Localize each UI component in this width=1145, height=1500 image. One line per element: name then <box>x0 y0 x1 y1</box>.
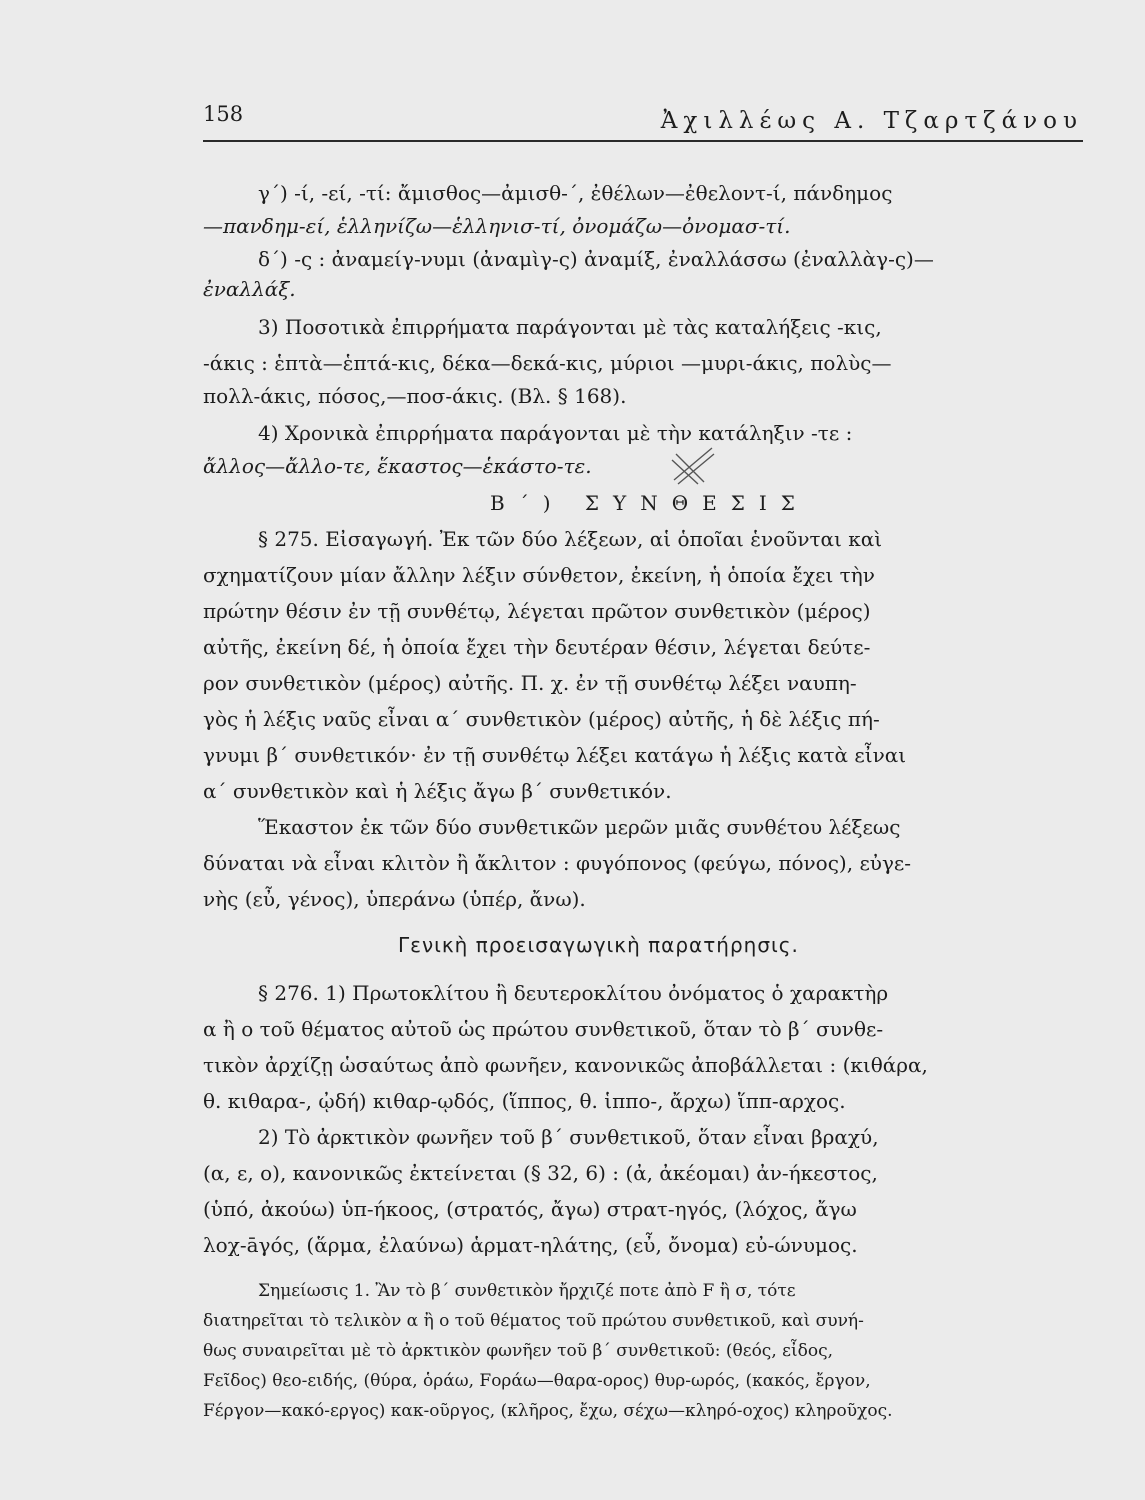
text-line: σχηματίζουν μίαν ἄλλην λέξιν σύνθετον, ἐκείνη, ἡ ὁποία ἔχει τὴν <box>203 563 875 587</box>
text-line: γ΄) -ί, -εί, -τί: ἄμισθος—ἀμισθ-΄, ἐθέλων—ἐθελοντ-ί, πάνδημος <box>258 181 893 205</box>
note-line: θως συναιρεῖται μὲ τὸ ἀρκτικὸν φωνῆεν τοῦ β΄ συνθετικοῦ: (θεός, εἶδος, <box>203 1341 834 1361</box>
text-line: δύναται νὰ εἶναι κλιτὸν ἢ ἄκλιτον : φυγόπονος (φεύγω, πόνος), εὐγε- <box>203 851 912 875</box>
note-line: Fέργον—κακό-εργος) κακ-οῦργος, (κλῆρος, ἔχω, σέχω—κληρό-οχος) κληροῦχος. <box>203 1401 893 1421</box>
text-line: 2) Τὸ ἀρκτικὸν φωνῆεν τοῦ β΄ συνθετικοῦ, ὅταν εἶναι βραχύ, <box>258 1125 879 1149</box>
page-number: 158 <box>203 102 244 126</box>
header-rule <box>203 140 1083 142</box>
text-line: (α, ε, ο), κανονικῶς ἐκτείνεται (§ 32, 6) : (ἀ, ἀκέομαι) ἀν-ήκεστος, <box>203 1161 878 1185</box>
note-line: Σημείωσις 1. Ἂν τὸ β΄ συνθετικὸν ἤρχιζέ ποτε ἀπὸ F ἢ σ, τότε <box>258 1281 796 1301</box>
text-line: δ΄) -ς : ἀναμείγ-νυμι (ἀναμὶγ-ς) ἀναμίξ, ἐναλλάσσω (ἐναλλὰγ-ς)— <box>258 247 934 271</box>
note-line: Fεῖδος) θεο-ειδής, (θύρα, ὁράω, Fοράω—θαρα-ορος) θυρ-ωρός, (κακός, ἔργον, <box>203 1371 871 1391</box>
text-line: αὐτῆς, ἐκείνη δέ, ἡ ὁποία ἔχει τὴν δευτέραν θέσιν, λέγεται δεύτε- <box>203 635 871 659</box>
section-heading: Β΄) ΣΥΝΘΕΣΙΣ <box>490 491 809 515</box>
text-line: γὸς ἡ λέξις ναῦς εἶναι α΄ συνθετικὸν (μέρος) αὐτῆς, ἡ δὲ λέξις πή- <box>203 707 880 731</box>
text-line: α ἢ ο τοῦ θέματος αὐτοῦ ὡς πρώτου συνθετικοῦ, ὅταν τὸ β΄ συνθε- <box>203 1017 884 1041</box>
text-line: ἐναλλάξ. <box>203 277 296 301</box>
text-line: 4) Χρονικὰ ἐπιρρήματα παράγονται μὲ τὴν κατάληξιν -τε : <box>258 421 853 445</box>
text-line: λοχ-āγός, (ἅρμα, ἐλαύνω) ἁρματ-ηλάτης, (εὖ, ὄνομα) εὐ-ώνυμος. <box>203 1233 858 1257</box>
text-line: πολλ-άκις, πόσος,—ποσ-άκις. (Βλ. § 168). <box>203 384 627 408</box>
subheading: Γενικὴ προεισαγωγικὴ παρατήρησις. <box>398 933 799 957</box>
text-line: —πανδημ-εί, ἑλληνίζω—ἑλληνισ-τί, ὀνομάζω—ὀνομασ-τί. <box>203 214 791 238</box>
text-line: (ὑπό, ἀκούω) ὑπ-ήκοος, (στρατός, ἄγω) στρατ-ηγός, (λόχος, ἄγω <box>203 1197 857 1221</box>
text-line: ἄλλος—ἄλλο-τε, ἕκαστος—ἑκάστο-τε. <box>203 454 592 478</box>
pencil-mark-icon <box>668 440 718 490</box>
text-line: 3) Ποσοτικὰ ἐπιρρήματα παράγονται μὲ τὰς καταλήξεις -κις, <box>258 315 882 339</box>
text-line: θ. κιθαρα-, ᾠδή) κιθαρ-ῳδός, (ἵππος, θ. ἱππο-, ἄρχω) ἵππ-αρχος. <box>203 1089 846 1113</box>
text-line: τικὸν ἀρχίζῃ ὡσαύτως ἀπὸ φωνῆεν, κανονικῶς ἀποβάλλεται : (κιθάρα, <box>203 1053 928 1077</box>
text-line: § 276. 1) Πρωτοκλίτου ἢ δευτεροκλίτου ὀνόματος ὁ χαρακτὴρ <box>258 981 889 1005</box>
text-line: -άκις : ἑπτὰ—ἑπτά-κις, δέκα—δεκά-κις, μύριοι —μυρι-άκις, πολὺς— <box>203 351 892 375</box>
text-line: ρον συνθετικὸν (μέρος) αὐτῆς. Π. χ. ἐν τῇ συνθέτῳ λέξει ναυπη- <box>203 671 857 695</box>
text-line: γνυμι β΄ συνθετικόν· ἐν τῇ συνθέτῳ λέξει κατάγω ἡ λέξις κατὰ εἶναι <box>203 743 907 767</box>
text-line: νὴς (εὖ, γένος), ὑπεράνω (ὑπέρ, ἄνω). <box>203 887 586 911</box>
text-line: πρώτην θέσιν ἐν τῇ συνθέτῳ, λέγεται πρῶτον συνθετικὸν (μέρος) <box>203 599 871 623</box>
running-head: Ἀχιλλέως Α. Τζαρτζάνου <box>660 108 1083 134</box>
text-line: Ἕκαστον ἐκ τῶν δύο συνθετικῶν μερῶν μιᾶς συνθέτου λέξεως <box>258 815 901 839</box>
text-line: α΄ συνθετικὸν καὶ ἡ λέξις ἄγω β΄ συνθετικόν. <box>203 779 672 803</box>
note-line: διατηρεῖται τὸ τελικὸν α ἢ ο τοῦ θέματος τοῦ πρώτου συνθετικοῦ, καὶ συνή- <box>203 1311 864 1331</box>
text-line: § 275. Εἰσαγωγή. Ἐκ τῶν δύο λέξεων, αἱ ὁποῖαι ἑνοῦνται καὶ <box>258 527 883 551</box>
page-header <box>203 102 1083 142</box>
